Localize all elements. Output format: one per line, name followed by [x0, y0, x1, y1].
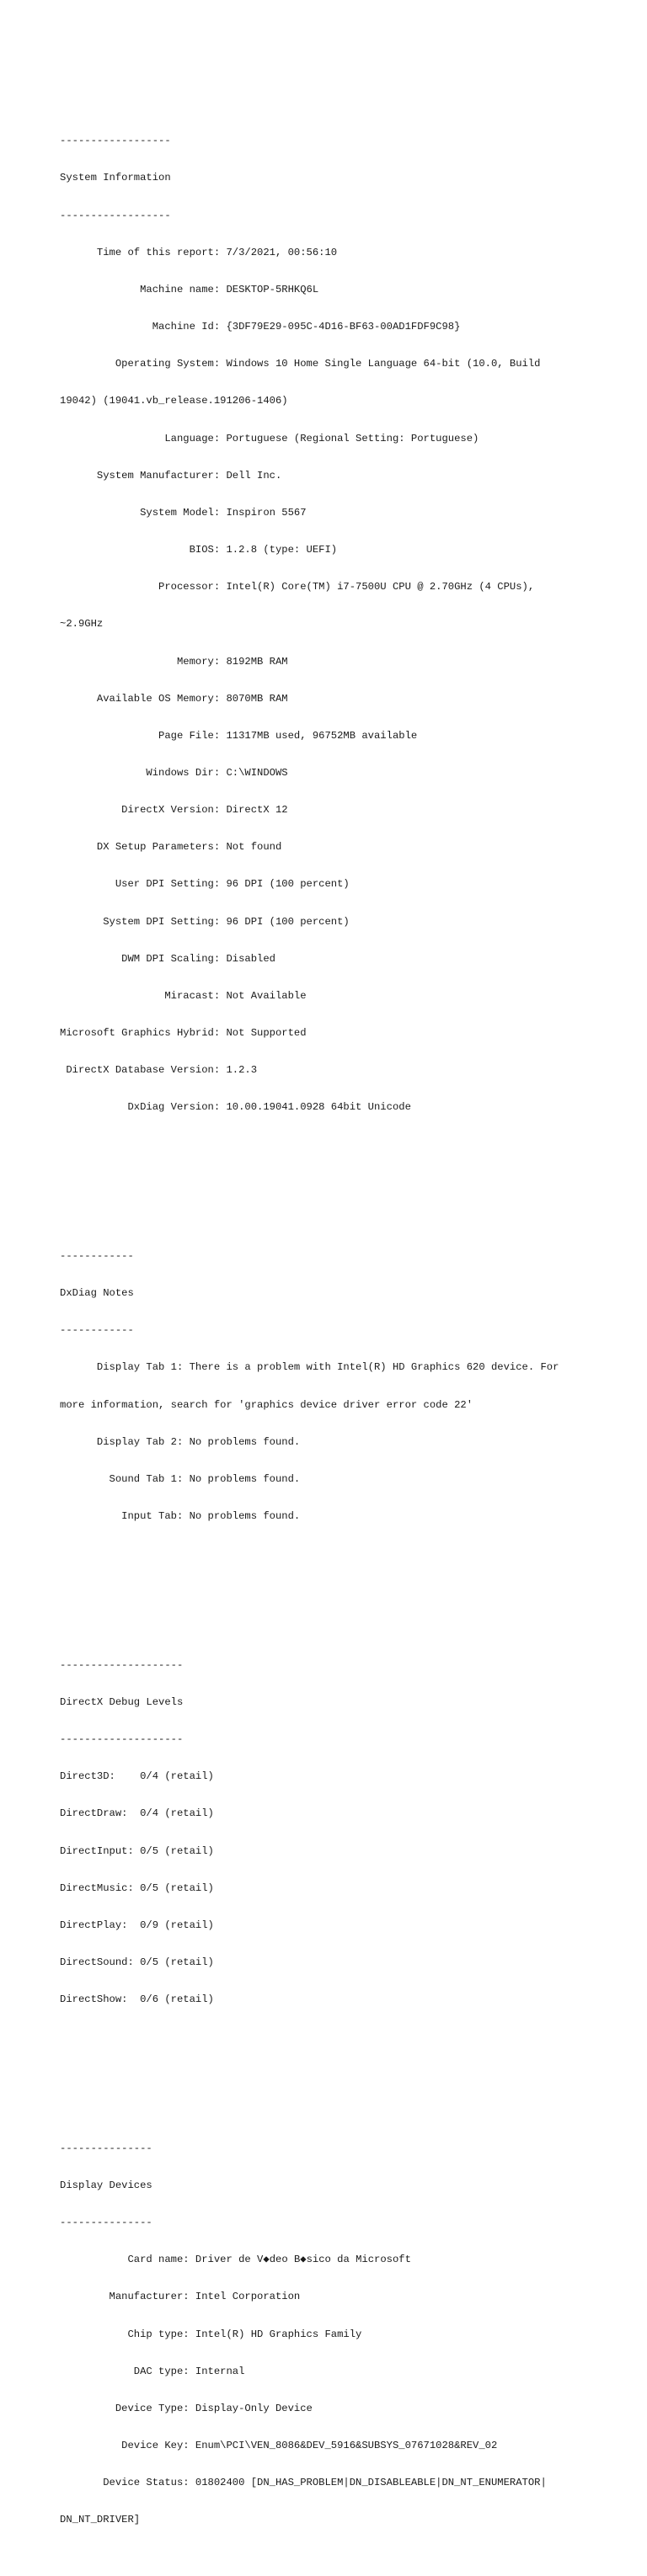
- report-line: Display Tab 1: There is a problem with Intel(R) HD Graphics 620 device. For: [60, 1361, 559, 1374]
- report-line: Sound Tab 1: No problems found.: [60, 1472, 301, 1485]
- report-line: Device Key: Enum\PCI\VEN_8086&DEV_5916&SUBSYS_07671028&REV_02: [60, 2440, 498, 2451]
- report-line: Time of this report: 7/3/2021, 00:56:10: [60, 246, 338, 258]
- report-line: DirectPlay: 0/9 (retail): [60, 1919, 214, 1931]
- report-line: more information, search for 'graphics device driver error code 22': [60, 1398, 473, 1411]
- report-line: Machine Id: {3DF79E29-095C-4D16-BF63-00AD1FDF9C98}: [60, 321, 461, 333]
- report-line: Microsoft Graphics Hybrid: Not Supported: [60, 1027, 307, 1040]
- report-line: DirectMusic: 0/5 (retail): [60, 1881, 214, 1894]
- report-line: DX Setup Parameters: Not found: [60, 841, 282, 854]
- blank-line: [60, 2056, 616, 2068]
- report-line: System DPI Setting: 96 DPI (100 percent): [60, 915, 350, 928]
- report-line: DirectShow: 0/6 (retail): [60, 1993, 214, 2006]
- report-line: DWM DPI Scaling: Disabled: [60, 952, 275, 965]
- report-line: Language: Portuguese (Regional Setting: Portuguese): [60, 432, 479, 444]
- report-line: Operating System: Windows 10 Home Single Language 64-bit (10.0, Build: [60, 358, 541, 370]
- report-line: User DPI Setting: 96 DPI (100 percent): [60, 878, 350, 891]
- report-line: Page File: 11317MB used, 96752MB available: [60, 729, 418, 742]
- report-line: Display Tab 2: No problems found.: [60, 1435, 301, 1448]
- report-line: 19042) (19041.vb_release.191206-1406): [60, 395, 288, 407]
- section-directx-debug-levels: [60, 1634, 616, 2030]
- report-line: Memory: 8192MB RAM: [60, 655, 288, 668]
- report-line: Direct3D: 0/4 (retail): [60, 1770, 214, 1783]
- report-line: Processor: Intel(R) Core(TM) i7-7500U CPU @ 2.70GHz (4 CPUs),: [60, 581, 535, 593]
- report-line: Card name: Driver de V◆deo B◆sico da Microsoft: [60, 2254, 411, 2266]
- section-rule: ---------------: [60, 2142, 152, 2154]
- section-title: System Information: [60, 172, 171, 184]
- report-line: Available OS Memory: 8070MB RAM: [60, 692, 288, 705]
- section-display-devices: [60, 2117, 616, 2551]
- section-rule: ---------------: [60, 2217, 152, 2229]
- section-rule: ------------------: [60, 209, 171, 221]
- section-rule: ------------------: [60, 135, 171, 147]
- section-title: DxDiag Notes: [60, 1287, 134, 1300]
- report-line: ~2.9GHz: [60, 618, 104, 631]
- dxdiag-report: [60, 61, 616, 2576]
- report-line: DirectX Database Version: 1.2.3: [60, 1064, 258, 1077]
- report-line: Windows Dir: C:\WINDOWS: [60, 766, 288, 779]
- report-line: Device Type: Display-Only Device: [60, 2402, 313, 2414]
- report-line: DirectSound: 0/5 (retail): [60, 1956, 214, 1968]
- report-line: DirectInput: 0/5 (retail): [60, 1844, 214, 1857]
- report-line: DirectDraw: 0/4 (retail): [60, 1807, 214, 1820]
- section-system-information: [60, 110, 616, 1139]
- section-rule: --------------------: [60, 1658, 184, 1671]
- report-line: DN_NT_DRIVER]: [60, 2514, 141, 2526]
- report-line: Manufacturer: Intel Corporation: [60, 2291, 301, 2303]
- report-line: Chip type: Intel(R) HD Graphics Family: [60, 2328, 362, 2340]
- blank-line: [60, 1163, 616, 1176]
- report-line: System Model: Inspiron 5567: [60, 506, 307, 519]
- report-line: DxDiag Version: 10.00.19041.0928 64bit Unicode: [60, 1101, 411, 1114]
- section-rule: --------------------: [60, 1733, 184, 1746]
- report-line: BIOS: 1.2.8 (type: UEFI): [60, 544, 338, 556]
- report-line: Machine name: DESKTOP-5RHKQ6L: [60, 283, 319, 295]
- section-title: Display Devices: [60, 2179, 152, 2191]
- report-line: DirectX Version: DirectX 12: [60, 804, 288, 817]
- blank-line: [60, 1573, 616, 1585]
- section-dxdiag-notes: [60, 1226, 616, 1548]
- report-line: Input Tab: No problems found.: [60, 1510, 301, 1523]
- report-line: System Manufacturer: Dell Inc.: [60, 469, 282, 482]
- report-line: Device Status: 01802400 [DN_HAS_PROBLEM|DN_DISABLEABLE|DN_NT_ENUMERATOR|: [60, 2477, 547, 2489]
- section-rule: ------------: [60, 1250, 134, 1262]
- section-rule: ------------: [60, 1324, 134, 1337]
- report-line: DAC type: Internal: [60, 2365, 245, 2377]
- section-title: DirectX Debug Levels: [60, 1695, 184, 1708]
- report-line: Miracast: Not Available: [60, 989, 307, 1002]
